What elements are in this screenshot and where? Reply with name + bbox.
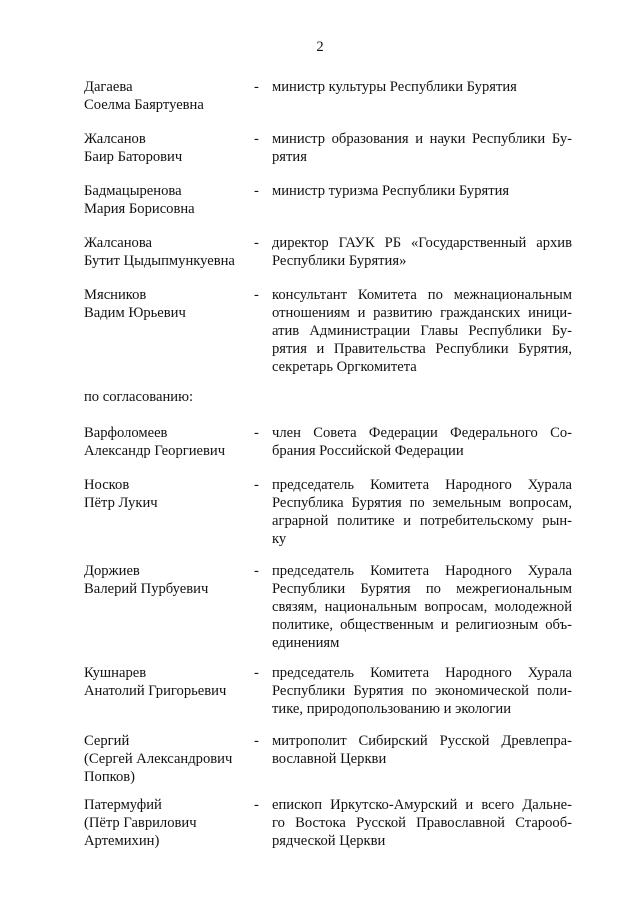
member-name — [84, 182, 244, 218]
member-position — [272, 286, 572, 376]
member-position-line: брания Российской Федерации — [272, 443, 464, 459]
member-position — [272, 664, 572, 718]
section-label: по согласованию: — [84, 389, 194, 405]
member-position-line: тике, природопользованию и экологии — [272, 701, 512, 717]
member-name-line: Кушнарев — [84, 665, 147, 681]
member-name-line: Вадим Юрьевич — [84, 305, 186, 321]
member-position-line: аграрной политике и потребительскому рын- — [272, 513, 572, 529]
dash-separator: - — [254, 287, 259, 303]
member-position — [272, 424, 572, 460]
dash-separator: - — [254, 563, 259, 579]
member-position-line: министр культуры Республики Бурятия — [272, 79, 517, 95]
member-name-line: Сергий — [84, 733, 130, 749]
member-position-line: епископ Иркутско-Амурский и всего Дальне- — [272, 797, 572, 813]
member-position-line: министр туризма Республики Бурятия — [272, 183, 510, 199]
dash-separator: - — [254, 425, 259, 441]
member-position-line: Республики Бурятия» — [272, 253, 407, 269]
member-name-line: Мясников — [84, 287, 147, 303]
member-position — [272, 476, 572, 548]
member-position-line: Республика Бурятия по земельным вопросам, — [272, 495, 572, 511]
member-position-line: единениям — [272, 635, 340, 651]
member-position-line: министр образования и науки Республики Бу- — [272, 131, 572, 147]
member-name-line: Попков) — [84, 769, 136, 785]
member-name-line: Жалсанова — [84, 235, 153, 251]
dash-separator: - — [254, 665, 259, 681]
dash-separator: - — [254, 733, 259, 749]
member-position-line: го Востока Русской Православной Старооб- — [272, 815, 572, 831]
member-name — [84, 78, 244, 114]
member-position-line: митрополит Сибирский Русской Древлепра- — [272, 733, 572, 749]
member-name-line: Баир Баторович — [84, 149, 183, 165]
member-name-line: Мария Борисовна — [84, 201, 195, 217]
member-name-line: Носков — [84, 477, 130, 493]
member-name-line: Варфоломеев — [84, 425, 168, 441]
member-position-line: председатель Комитета Народного Хурала — [272, 563, 572, 579]
member-name-line: Валерий Пурбуевич — [84, 581, 209, 597]
member-position-line: рятия и Правительства Республики Бурятия, — [272, 341, 572, 357]
member-position — [272, 796, 572, 850]
member-position — [272, 78, 572, 96]
member-position — [272, 562, 572, 652]
member-name — [84, 732, 244, 786]
member-position-line: директор ГАУК РБ «Государственный архив — [272, 235, 572, 251]
member-position-line: консультант Комитета по межнациональным — [272, 287, 572, 303]
member-name-line: Анатолий Григорьевич — [84, 683, 227, 699]
member-name-line: Жалсанов — [84, 131, 146, 147]
member-name — [84, 130, 244, 166]
member-position-line: ку — [272, 531, 287, 547]
member-name-line: Доржиев — [84, 563, 140, 579]
dash-separator: - — [254, 477, 259, 493]
member-name-line: Бутит Цыдыпмункуевна — [84, 253, 235, 269]
member-position — [272, 130, 572, 166]
member-position — [272, 234, 572, 270]
member-position-line: Республики Бурятия по межрегиональным — [272, 581, 572, 597]
dash-separator: - — [254, 131, 259, 147]
member-name — [84, 286, 244, 322]
member-name-line: Бадмацыренова — [84, 183, 182, 199]
member-position-line: секретарь Оргкомитета — [272, 359, 417, 375]
member-position-line: вославной Церкви — [272, 751, 387, 767]
dash-separator: - — [254, 797, 259, 813]
dash-separator: - — [254, 183, 259, 199]
member-name — [84, 796, 244, 850]
member-position-line: рядческой Церкви — [272, 833, 386, 849]
member-position-line: связям, национальным вопросам, молодежной — [272, 599, 572, 615]
member-name-line: Патермуфий — [84, 797, 162, 813]
dash-separator: - — [254, 235, 259, 251]
member-position-line: атив Администрации Главы Республики Бу- — [272, 323, 572, 339]
member-name-line: Дагаева — [84, 79, 133, 95]
member-position-line: политике, общественным и религиозным объ- — [272, 617, 572, 633]
member-name — [84, 234, 244, 270]
page-number: 2 — [316, 39, 324, 55]
member-position-line: Республики Бурятия по экономической поли- — [272, 683, 572, 699]
member-name-line: Артемихин) — [84, 833, 160, 849]
member-name-line: Александр Георгиевич — [84, 443, 226, 459]
member-position-line: отношениям и развитию гражданских иници- — [272, 305, 572, 321]
member-name — [84, 562, 244, 598]
dash-separator: - — [254, 79, 259, 95]
member-name — [84, 664, 244, 700]
member-position-line: председатель Комитета Народного Хурала — [272, 477, 572, 493]
member-name-line: Пётр Лукич — [84, 495, 158, 511]
member-name — [84, 476, 244, 512]
member-position-line: член Совета Федерации Федерального Со- — [272, 425, 572, 441]
member-name-line: (Пётр Гаврилович — [84, 815, 197, 831]
member-position-line: рятия — [272, 149, 307, 165]
member-position-line: председатель Комитета Народного Хурала — [272, 665, 572, 681]
member-name — [84, 424, 244, 460]
member-position — [272, 182, 572, 200]
member-name-line: Соелма Баяртуевна — [84, 97, 204, 113]
member-position — [272, 732, 572, 768]
member-name-line: (Сергей Александрович — [84, 751, 233, 767]
